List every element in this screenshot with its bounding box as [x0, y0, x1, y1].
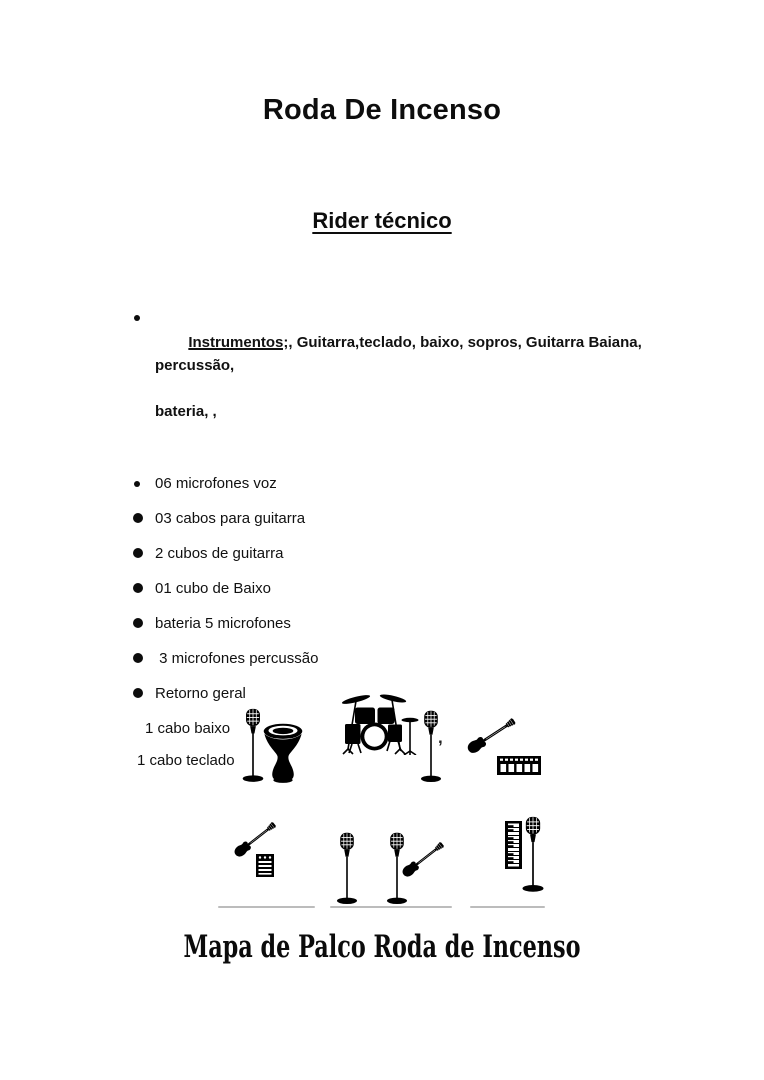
bullet-icon [133, 583, 143, 593]
list-item-text: 06 microfones voz [155, 475, 277, 492]
document-title: Roda De Incenso [262, 94, 502, 126]
bullet-icon [133, 513, 143, 523]
electric-guitar-icon [398, 836, 452, 886]
image-edge-line [470, 906, 545, 908]
image-edge-line [330, 906, 452, 908]
list-item [133, 614, 653, 634]
instruments-label: Instrumentos;, [188, 334, 293, 351]
list-item-text: Retorno geral [155, 685, 246, 702]
bullet-icon [133, 653, 143, 663]
document-subtitle: Rider técnico [312, 208, 452, 233]
bullet-icon [133, 548, 143, 558]
list-item-text: 3 microfones percussão [155, 650, 319, 667]
bullet-icon [133, 618, 143, 628]
list-item-text [155, 308, 653, 469]
djembe-icon [262, 723, 304, 785]
list-item [133, 649, 653, 669]
list-item-text: 01 cubo de Baixo [155, 580, 271, 597]
instruments-detail: Guitarra,teclado, baixo, sopros, Guitarra Baiana, percussão, [155, 334, 646, 374]
list-item-text: bateria 5 microfones [155, 615, 291, 632]
instruments-detail-line2: bateria, , [155, 403, 217, 420]
bullet-icon [134, 315, 140, 321]
list-item-text: 2 cubos de guitarra [155, 545, 284, 562]
stage-map-title: Mapa de Palco Roda de Incenso [183, 929, 581, 965]
electric-guitar-icon [463, 713, 521, 760]
plain-line: 1 cabo baixo [145, 720, 231, 737]
list-item-text: 03 cabos para guitarra [155, 510, 306, 527]
microphone-stand-icon [334, 832, 360, 908]
bullet-icon [134, 481, 140, 487]
list-item [133, 544, 653, 564]
list-item [133, 509, 653, 529]
microphone-stand-icon [520, 816, 546, 896]
image-edge-line [218, 906, 315, 908]
drum-kit-icon [340, 693, 420, 755]
microphone-stand-icon [418, 710, 444, 786]
amplifier-icon [497, 756, 541, 775]
stage-map [0, 690, 764, 920]
stray-comma: , [438, 728, 443, 747]
effects-pedal-icon [256, 854, 274, 877]
list-item [133, 308, 653, 469]
plain-line: 1 cabo teclado [137, 752, 235, 769]
list-item [133, 474, 653, 494]
list-item [133, 579, 653, 599]
